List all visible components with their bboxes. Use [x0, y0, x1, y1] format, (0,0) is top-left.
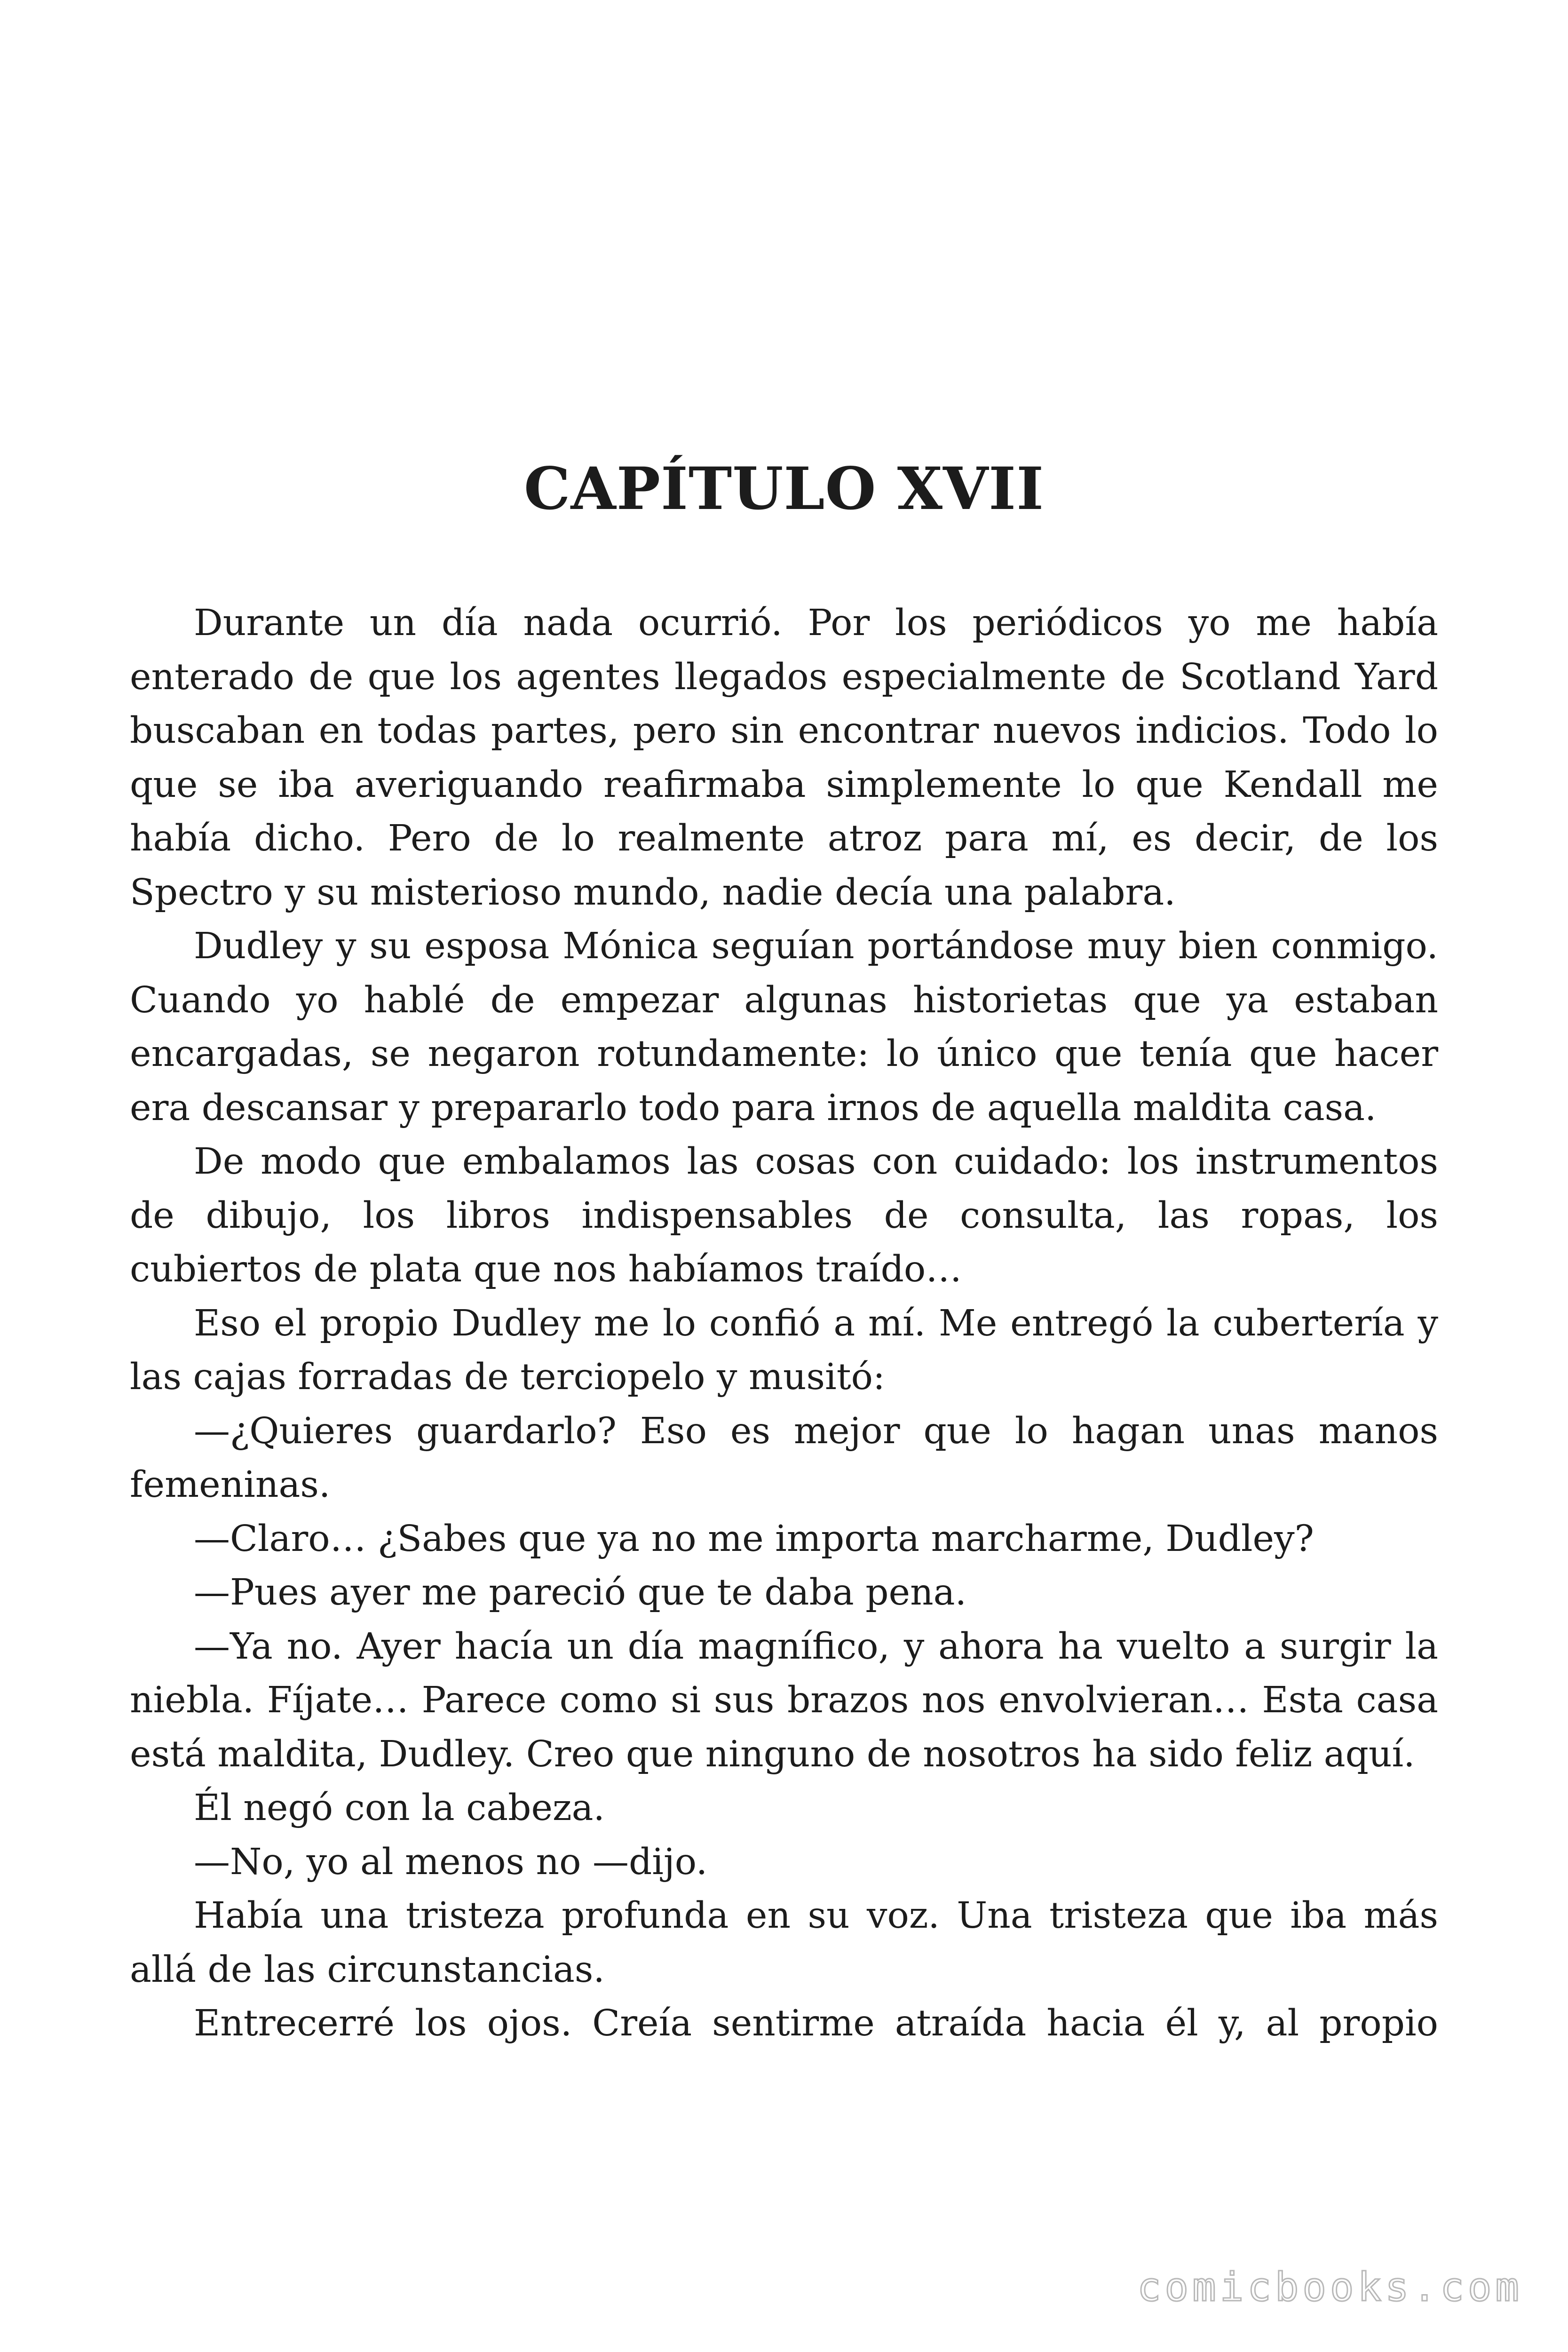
paragraph: Él negó con la cabeza.	[194, 1787, 605, 1829]
paragraph: Había una tristeza profunda en su voz. Una tristeza que iba más allá de las circunstancias.	[130, 1895, 1438, 1991]
paragraph: Durante un día nada ocurrió. Por los periódicos yo me había enterado de que los agentes llegados especialmente de Scotland Yard buscaban en todas partes, pero sin encontrar nuevos indicios. Todo lo que se iba averiguando reafirmaba simplemente lo que Kendall me había dicho. Pero de lo realmente atroz para mí, es decir, de los Spectro y su misterioso mundo, nadie decía una palabra.	[130, 602, 1438, 914]
paragraph: De modo que embalamos las cosas con cuidado: los instrumentos de dibujo, los libros indispensables de consulta, las ropas, los cubiertos de plata que nos habíamos traído…	[130, 1141, 1438, 1290]
paragraph: Eso el propio Dudley me lo confió a mí. Me entregó la cubertería y las cajas forradas de terciopelo y musitó:	[130, 1302, 1438, 1398]
watermark: comicbooks.com	[1137, 2264, 1523, 2310]
paragraph: —Ya no. Ayer hacía un día magnífico, y ahora ha vuelto a surgir la niebla. Fíjate… Parece como si sus brazos nos envolvieran… Esta casa está maldita, Dudley. Creo que ninguno de nosotros ha sido feliz aquí.	[130, 1625, 1438, 1775]
paragraph: Dudley y su esposa Mónica seguían portándose muy bien conmigo. Cuando yo hablé de empezar algunas historietas que ya estaban encargadas, se negaron rotundamente: lo único que tenía que hacer era descansar y prepararlo todo para irnos de aquella maldita casa.	[130, 925, 1438, 1129]
paragraph-last: Entrecerré los ojos. Creía sentirme atraída hacia él y, al propio	[194, 2002, 1438, 2044]
paragraph: —Pues ayer me pareció que te daba pena.	[194, 1572, 967, 1613]
paragraph: —¿Quieres guardarlo? Eso es mejor que lo hagan unas manos femeninas.	[130, 1410, 1438, 1506]
chapter-body	[130, 596, 1438, 2051]
chapter-title: CAPÍTULO XVII	[523, 455, 1045, 523]
paragraph: —No, yo al menos no —dijo.	[194, 1841, 708, 1883]
paragraph: —Claro… ¿Sabes que ya no me importa marcharme, Dudley?	[194, 1518, 1314, 1560]
